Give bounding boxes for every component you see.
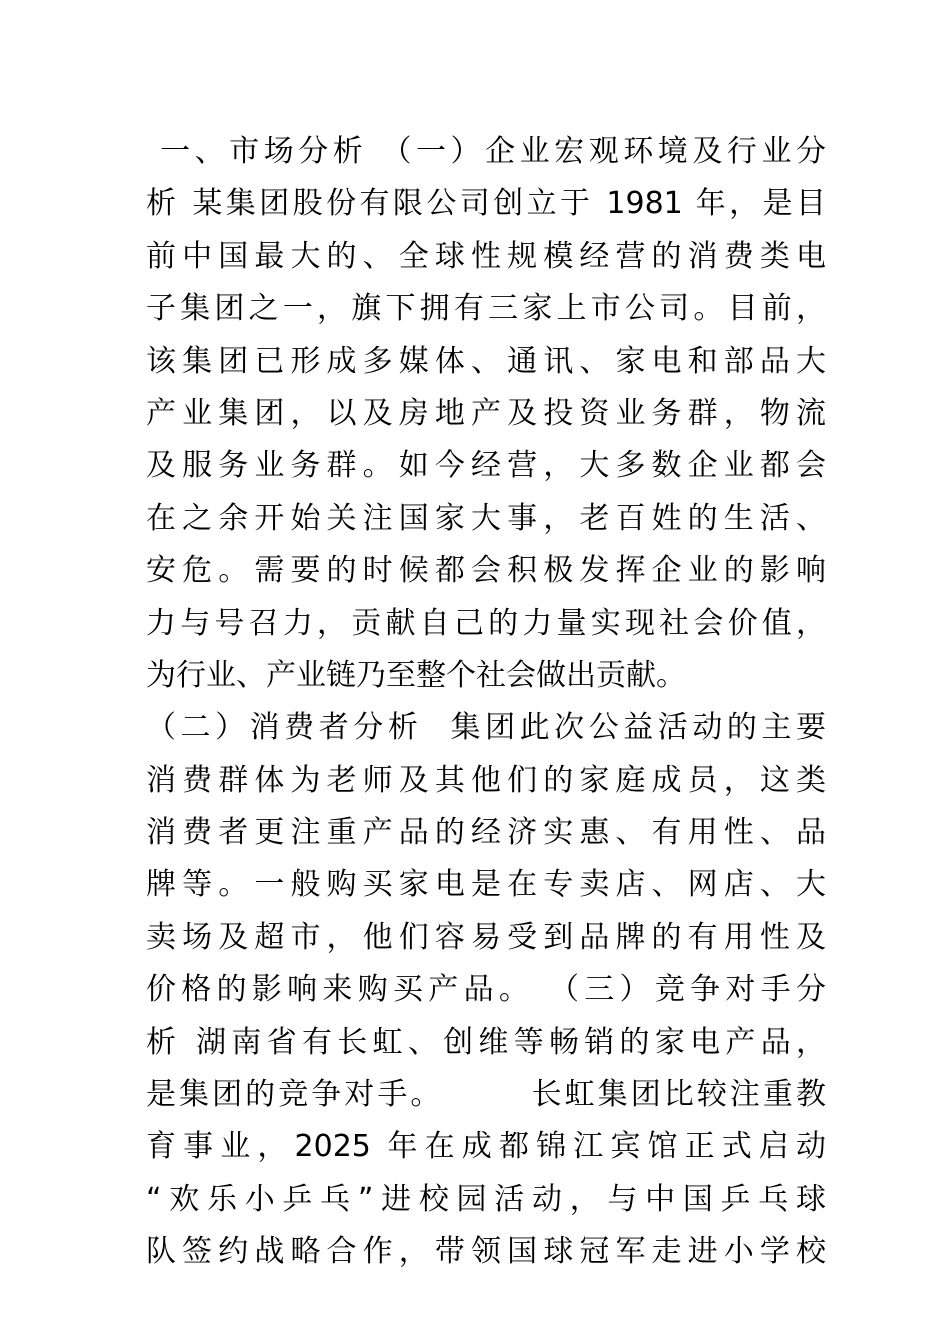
text-line: 析 某集团股份有限公司创立于 1981 年，是目 [146, 186, 826, 222]
text-line: 及服务业务群。如今经营，大多数企业都会 [146, 448, 826, 484]
text-line: 消费者更注重产品的经济实惠、有用性、品 [146, 815, 826, 851]
text-line: 子集团之一，旗下拥有三家上市公司。目前， [146, 291, 826, 327]
text-line: 产业集团，以及房地产及投资业务群，物流 [146, 395, 826, 431]
text-line: （二）消费者分析 集团此次公益活动的主要 [146, 710, 826, 746]
text-line: 一、市场分析 （一）企业宏观环境及行业分 [146, 134, 826, 169]
text-line: 队签约战略合作，带领国球冠军走进小学校 [146, 1234, 826, 1270]
text-line: 前中国最大的、全球性规模经营的消费类电 [146, 238, 826, 274]
text-line: 析 湖南省有长虹、创维等畅销的家电产品， [146, 1024, 826, 1060]
text-line: 该集团已形成多媒体、通讯、家电和部品大 [146, 343, 826, 379]
text-line: 为行业、产业链乃至整个社会做出贡献。 [146, 657, 686, 693]
text-line: “欢乐小乒乓”进校园活动，与中国乒乓球 [146, 1181, 826, 1217]
text-line: 育事业，2025 年在成都锦江宾馆正式启动 [146, 1129, 826, 1165]
text-line: 消费群体为老师及其他们的家庭成员，这类 [146, 762, 826, 798]
text-line: 牌等。一般购买家电是在专卖店、网店、大 [146, 867, 826, 903]
text-line: 是集团的竞争对手。 长虹集团比较注重教 [146, 1077, 826, 1113]
text-line: 安危。需要的时候都会积极发挥企业的影响 [146, 553, 826, 589]
text-line: 卖场及超市，他们容易受到品牌的有用性及 [146, 919, 826, 955]
text-line: 在之余开始关注国家大事，老百姓的生活、 [146, 500, 826, 536]
text-line: 价格的影响来购买产品。 （三）竞争对手分 [146, 972, 826, 1008]
text-line: 力与号召力，贡献自己的力量实现社会价值， [146, 605, 826, 641]
body-text [146, 126, 826, 1279]
